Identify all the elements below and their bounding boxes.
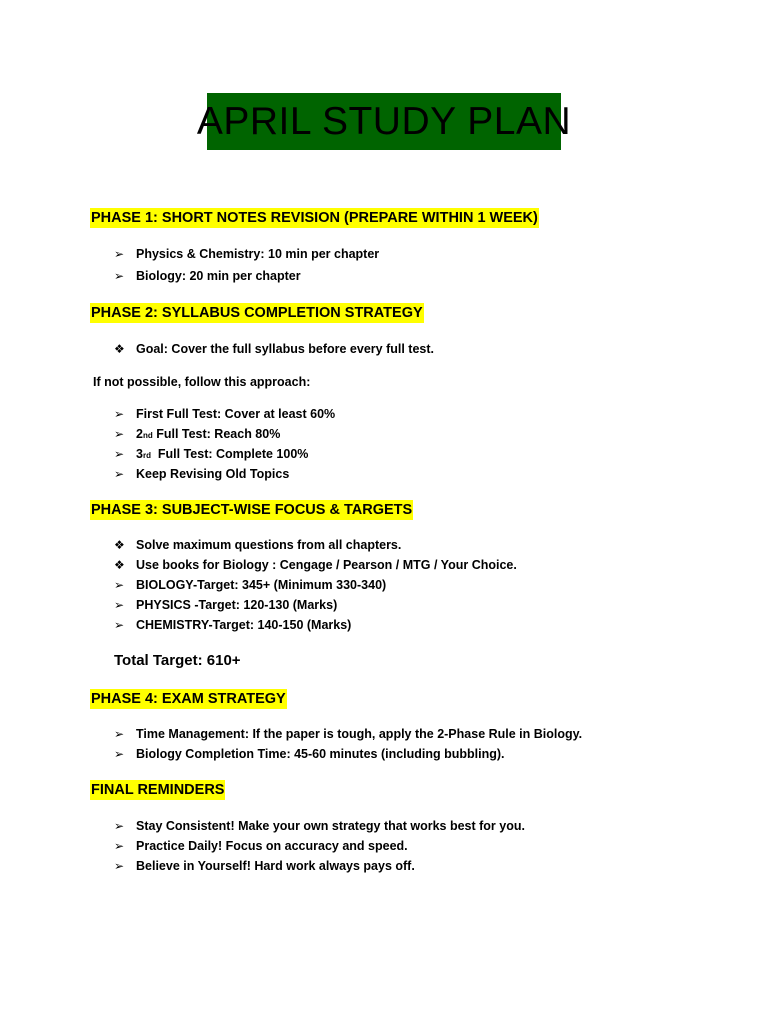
arrow-bullet-icon: ➢ <box>114 727 125 741</box>
list-item: ❖ Solve maximum questions from all chapters. <box>114 538 402 552</box>
list-item: ➢ Biology: 20 min per chapter <box>114 269 301 283</box>
list-item: ➢ Keep Revising Old Topics <box>114 467 290 481</box>
page-title: APRIL STUDY PLAN <box>196 100 572 143</box>
list-item: ➢ 3 rd Full Test: Complete 100% <box>114 447 309 461</box>
arrow-bullet-icon: ➢ <box>114 269 125 283</box>
phase3-heading: PHASE 3: SUBJECT-WISE FOCUS & TARGETS <box>91 502 413 518</box>
phase4-heading: PHASE 4: EXAM STRATEGY <box>91 691 286 707</box>
arrow-bullet-icon: ➢ <box>114 839 125 853</box>
list-item: ❖ Use books for Biology : Cengage / Pearson / MTG / Your Choice. <box>114 558 517 572</box>
arrow-bullet-icon: ➢ <box>114 859 125 873</box>
arrow-bullet-icon: ➢ <box>114 467 125 481</box>
list-item: ➢ 2 nd Full Test: Reach 80% <box>114 427 281 441</box>
arrow-bullet-icon: ➢ <box>114 618 125 632</box>
list-item: ➢ Believe in Yourself! Hard work always pays off. <box>114 859 415 873</box>
list-item: ➢ First Full Test: Cover at least 60% <box>114 407 336 421</box>
phase2-heading: PHASE 2: SYLLABUS COMPLETION STRATEGY <box>91 305 423 321</box>
list-item: ➢ Practice Daily! Focus on accuracy and speed. <box>114 839 408 853</box>
list-item: ➢ PHYSICS -Target: 120-130 (Marks) <box>114 598 338 612</box>
list-item: ➢ Time Management: If the paper is tough, apply the 2-Phase Rule in Biology. <box>114 727 583 741</box>
arrow-bullet-icon: ➢ <box>114 747 125 761</box>
final-reminders-heading: FINAL REMINDERS <box>91 782 225 798</box>
diamond-bullet-icon: ❖ <box>114 342 125 356</box>
phase1-heading: PHASE 1: SHORT NOTES REVISION (PREPARE WITHIN 1 WEEK) <box>91 210 538 226</box>
list-item: ➢ CHEMISTRY-Target: 140-150 (Marks) <box>114 618 352 632</box>
list-item: ➢ BIOLOGY-Target: 345+ (Minimum 330-340) <box>114 578 387 592</box>
diamond-bullet-icon: ❖ <box>114 558 125 572</box>
diamond-bullet-icon: ❖ <box>114 538 125 552</box>
list-item: ➢ Biology Completion Time: 45-60 minutes (including bubbling). <box>114 747 505 761</box>
arrow-bullet-icon: ➢ <box>114 598 125 612</box>
list-item: ❖ Goal: Cover the full syllabus before every full test. <box>114 342 434 356</box>
arrow-bullet-icon: ➢ <box>114 427 125 441</box>
title-banner <box>196 93 572 150</box>
list-item: ➢ Stay Consistent! Make your own strategy that works best for you. <box>114 819 525 833</box>
approach-note: If not possible, follow this approach: <box>93 375 311 389</box>
arrow-bullet-icon: ➢ <box>114 578 125 592</box>
arrow-bullet-icon: ➢ <box>114 819 125 833</box>
list-item: ➢ Physics & Chemistry: 10 min per chapter <box>114 247 380 261</box>
arrow-bullet-icon: ➢ <box>114 247 125 261</box>
arrow-bullet-icon: ➢ <box>114 407 125 421</box>
arrow-bullet-icon: ➢ <box>114 447 125 461</box>
total-target: Total Target: 610+ <box>114 652 241 669</box>
